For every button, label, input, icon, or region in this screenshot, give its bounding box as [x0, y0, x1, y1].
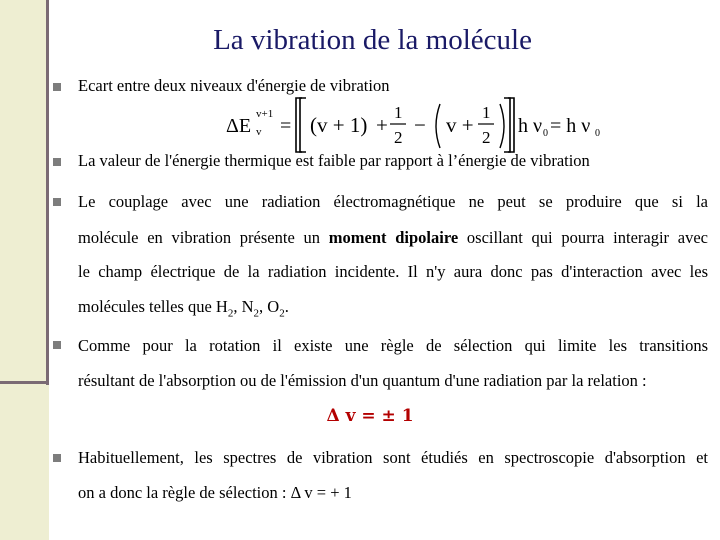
selection-rule: Δ v = ± 1	[326, 406, 414, 426]
svg-text:ΔE: ΔE	[226, 115, 252, 137]
svg-text:=: =	[280, 115, 292, 137]
moment-dipolaire-term: moment dipolaire	[328, 228, 459, 247]
bullet-marker	[53, 341, 61, 349]
svg-text:h ν: h ν	[518, 115, 543, 137]
subscript: 2	[227, 307, 234, 320]
bullet-marker	[53, 198, 61, 206]
sidebar-tick	[0, 381, 49, 384]
subscript: 2	[253, 307, 260, 320]
text-run: oscillant qui pourra interagir avec	[458, 228, 708, 247]
subscript: 2	[279, 307, 285, 320]
bullet4-line1: Comme pour la rotation il existe une règle de sélection qui limite les transitions	[78, 336, 708, 355]
bullet-marker	[53, 454, 61, 462]
svg-text:v +: v +	[446, 113, 474, 137]
svg-text:+: +	[376, 113, 388, 137]
bullet3-line2	[78, 228, 708, 248]
text-run: , N	[233, 297, 254, 316]
svg-text:v: v	[256, 126, 262, 138]
bullet-marker	[53, 158, 61, 166]
svg-text:1: 1	[394, 103, 403, 122]
svg-text:2: 2	[394, 128, 403, 147]
svg-text:1: 1	[482, 103, 491, 122]
svg-text:(v + 1): (v + 1)	[310, 113, 368, 137]
svg-text:v+1: v+1	[256, 108, 274, 120]
bullet5-line2: on a donc la règle de sélection : Δ v = + 1	[78, 483, 352, 502]
text-run: .	[284, 297, 289, 316]
bullet3-line4	[78, 297, 708, 319]
svg-text:−: −	[414, 113, 426, 137]
bullet-marker	[53, 83, 61, 91]
sidebar-divider	[46, 0, 49, 385]
svg-text:0: 0	[595, 128, 600, 139]
text-run: molécules telles que H	[78, 297, 228, 316]
slide-title: La vibration de la molécule	[213, 24, 532, 56]
bullet4-line2: résultant de l'absorption ou de l'émission d'un quantum d'une radiation par la relation :	[78, 371, 647, 390]
bullet3-line1: Le couplage avec une radiation électromagnétique ne peut se produire que si la	[78, 192, 708, 211]
energy-gap-formula	[226, 94, 606, 154]
svg-text:2: 2	[482, 128, 491, 147]
sidebar-band	[0, 0, 49, 540]
svg-text:= h ν: = h ν	[550, 115, 591, 137]
text-run: , O	[259, 297, 280, 316]
bullet5-line1: Habituellement, les spectres de vibration sont étudiés en spectroscopie d'absorption et	[78, 448, 708, 467]
bullet-text-thermal-energy: La valeur de l'énergie thermique est faible par rapport à l’énergie de vibration	[78, 151, 590, 170]
text-run: molécule en vibration présente un	[78, 228, 329, 247]
bullet-text-energy-gap: Ecart entre deux niveaux d'énergie de vibration	[78, 76, 390, 95]
bullet3-line3: le champ électrique de la radiation incidente. Il n'y aura donc pas d'interaction avec les	[78, 262, 708, 281]
svg-text:0: 0	[543, 128, 548, 139]
